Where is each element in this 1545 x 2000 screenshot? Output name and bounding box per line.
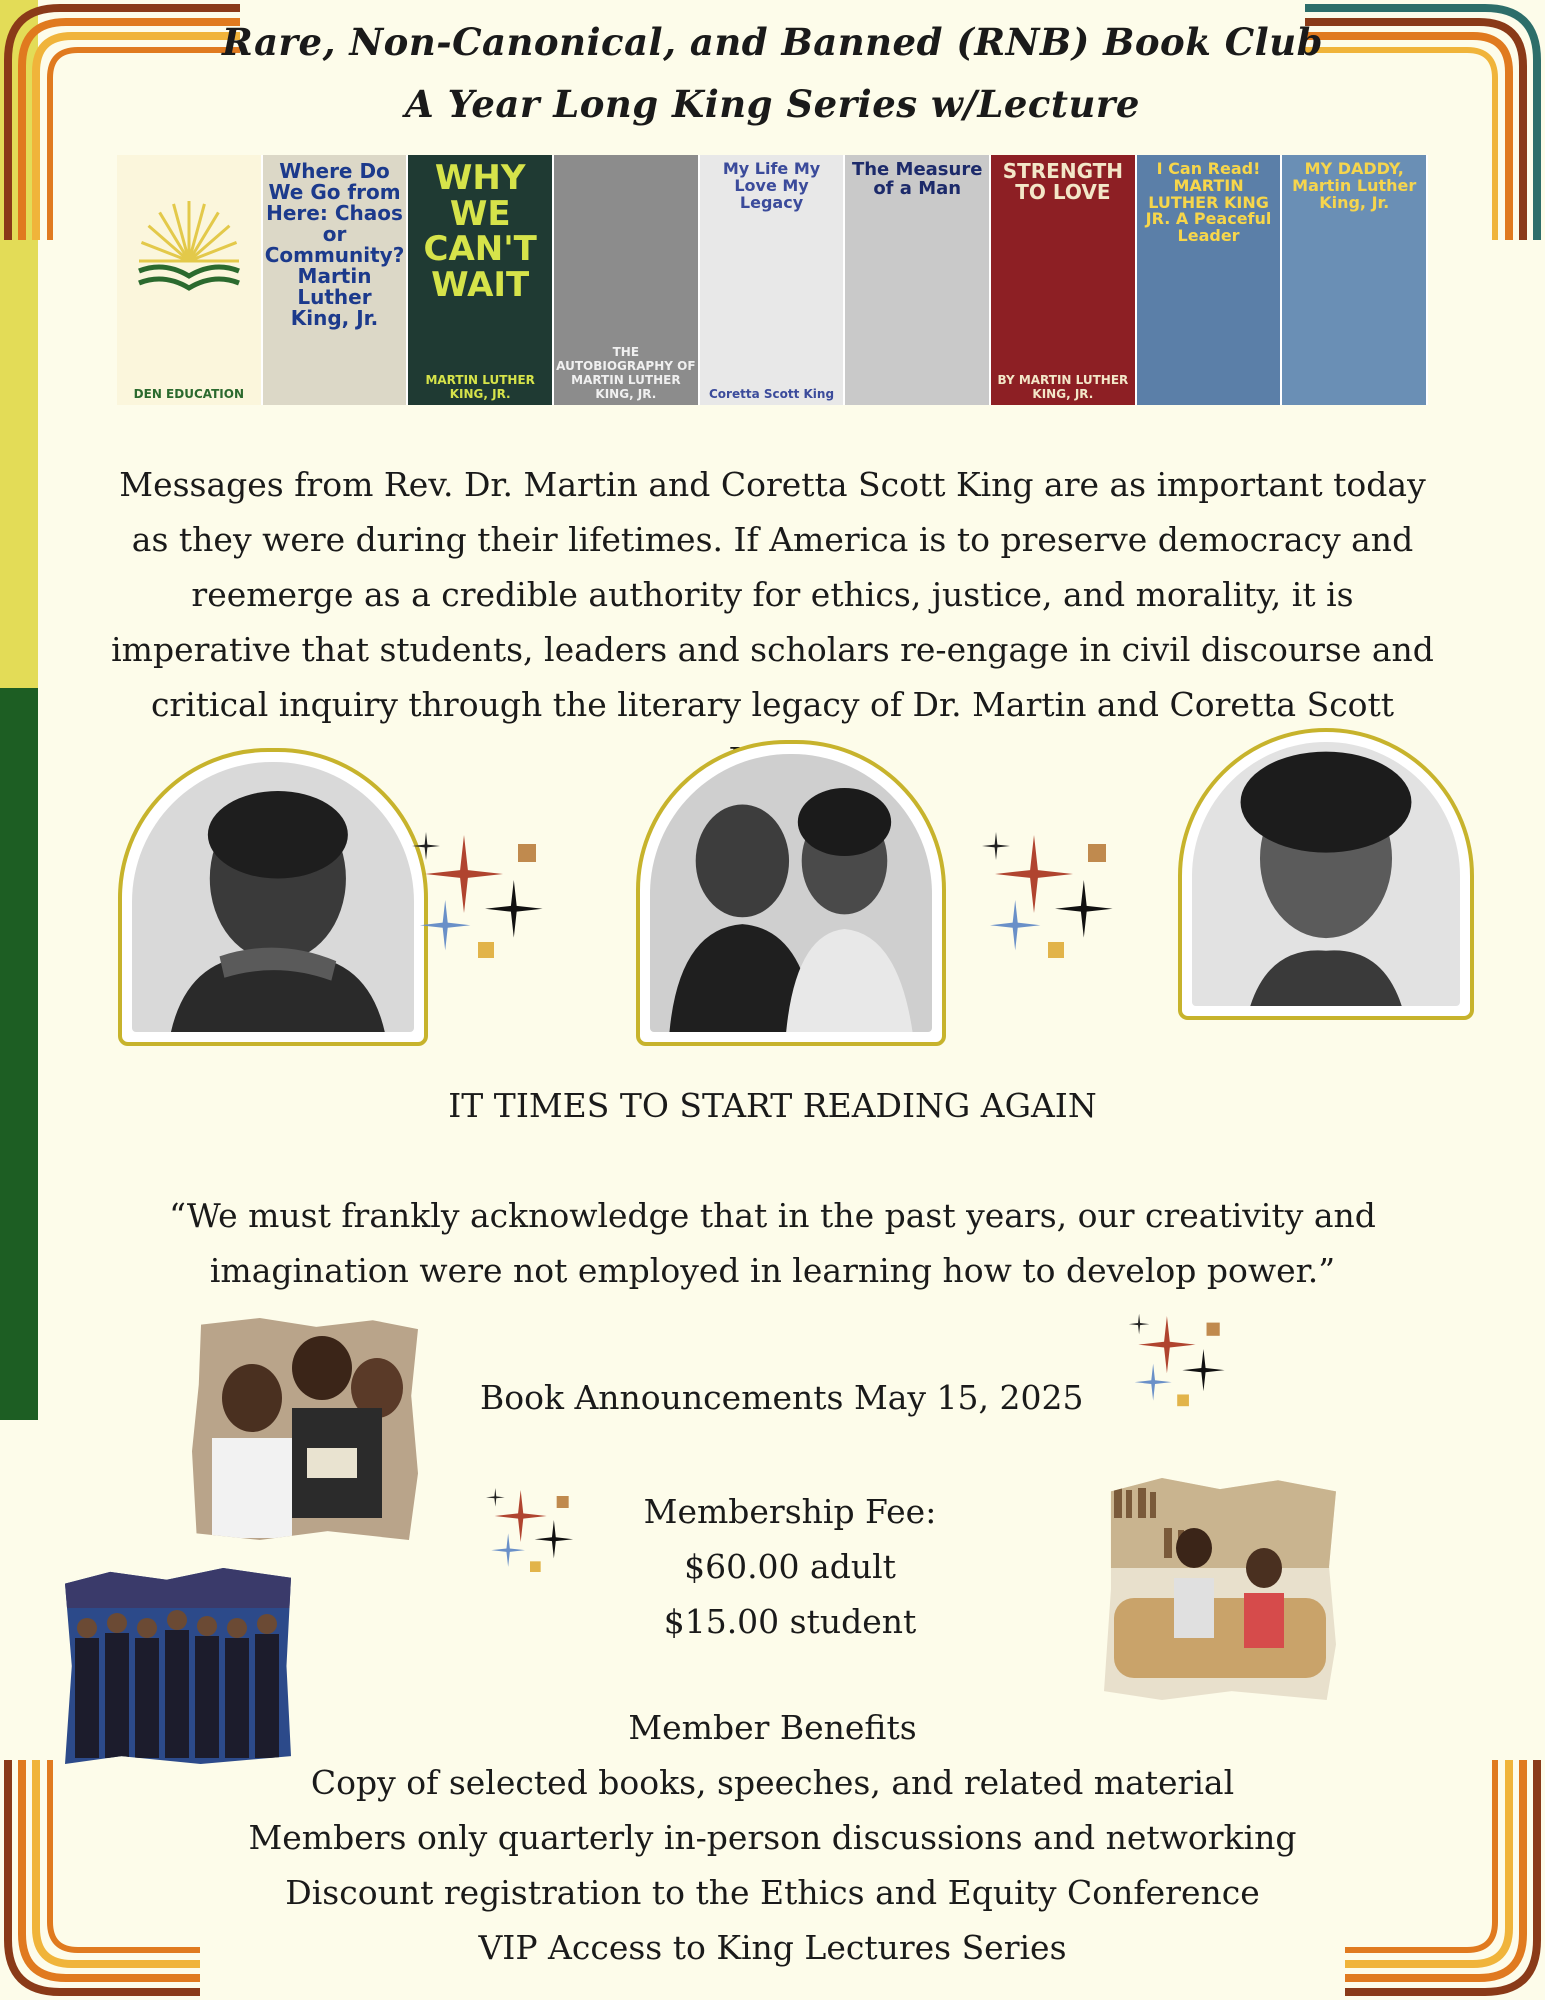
book-cover: [845, 155, 991, 405]
benefit-item: Discount registration to the Ethics and Equity Conference: [285, 1873, 1260, 1912]
book-covers-strip: [117, 155, 1428, 405]
page-subtitle: A Year Long King Series w/Lecture: [405, 82, 1140, 126]
book-cover-title: I Can Read! MARTIN LUTHER KING JR. A Peaceful Leader: [1145, 159, 1272, 246]
king-quote: “We must frankly acknowledge that in the past years, our creativity and imagination were not employed in learning how to develop power.”: [169, 1196, 1376, 1290]
book-cover: [117, 155, 263, 405]
book-cover-byline: BY MARTIN LUTHER KING, JR.: [997, 373, 1129, 401]
book-cover: [263, 155, 409, 405]
book-cover-byline: Coretta Scott King: [708, 387, 835, 401]
book-cover-byline: MARTIN LUTHER KING, JR.: [425, 373, 535, 401]
portrait-mlk-photo: [132, 762, 414, 1032]
portrait-coretta-frame: [1178, 728, 1474, 1020]
benefit-item: VIP Access to King Lectures Series: [478, 1928, 1067, 1967]
book-cover-byline: DEN EDUCATION: [133, 387, 244, 401]
portrait-couple-frame: [636, 740, 946, 1046]
member-benefits-label: Member Benefits: [628, 1708, 917, 1747]
sunburst-book-icon: [129, 161, 249, 311]
membership-fee: [560, 1484, 1020, 1649]
page-title: Rare, Non-Canonical, and Banned (RNB) Book Club: [221, 20, 1324, 64]
book-cover: [1282, 155, 1428, 405]
benefit-item: Copy of selected books, speeches, and related material: [310, 1763, 1235, 1802]
photo-reading-kids: [192, 1318, 418, 1540]
section-heading: IT TIMES TO START READING AGAIN: [448, 1086, 1097, 1125]
membership-fee-student: $15.00 student: [663, 1602, 917, 1641]
portrait-couple-photo: [650, 754, 932, 1032]
benefit-item: Members only quarterly in-person discussions and networking: [248, 1818, 1297, 1857]
member-benefits: [150, 1700, 1395, 1975]
book-announcement: Book Announcements May 15, 2025: [480, 1378, 1084, 1417]
sparkle-cluster-3: [1120, 1305, 1230, 1415]
sparkle-cluster-2: [970, 820, 1120, 970]
intro-paragraph: Messages from Rev. Dr. Martin and Coretta Scott King are as important today as they were during their lifetimes. If America is to preserve democracy and reemerge as a credible authority for ethics, justice, and morality, it is imperative that students, leaders and scholars re-engage in civil discourse and critical inquiry through the literary legacy of Dr. Martin and Coretta Scott: [111, 465, 1434, 724]
book-cover: [1137, 155, 1283, 405]
membership-fee-label: Membership Fee:: [643, 1492, 937, 1531]
portrait-mlk-frame: [118, 748, 428, 1046]
book-cover-title: STRENGTH TO LOVE: [1002, 159, 1124, 204]
book-cover-title: The Measure of a Man: [851, 159, 983, 199]
book-cover-title: WHY WE CAN'T WAIT: [423, 158, 537, 306]
book-cover-title: Where Do We Go from Here: Chaos or Community? Martin Luther King, Jr.: [264, 159, 405, 330]
book-cover-title: MY DADDY, Martin Luther King, Jr.: [1292, 159, 1417, 212]
right-accent-bar: [0, 688, 38, 1420]
sparkle-cluster-1: [400, 820, 550, 970]
book-cover-title: [622, 155, 630, 161]
portrait-coretta-photo: [1192, 742, 1460, 1006]
book-cover: [408, 155, 554, 405]
membership-fee-adult: $60.00 adult: [684, 1547, 896, 1586]
book-cover: [700, 155, 846, 405]
book-cover-byline: THE AUTOBIOGRAPHY OF MARTIN LUTHER KING, JR.: [556, 345, 696, 401]
book-cover-title: My Life My Love My Legacy: [722, 159, 821, 212]
photo-women-reading: [1104, 1478, 1336, 1700]
book-cover: [991, 155, 1137, 405]
book-cover: [554, 155, 700, 405]
